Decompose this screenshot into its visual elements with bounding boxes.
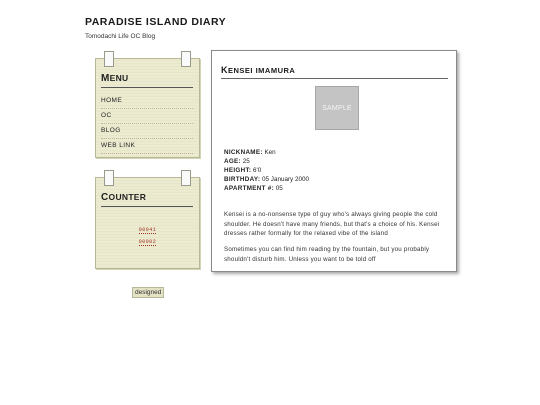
counter-total: 00041: [138, 227, 157, 233]
tape-decoration: [104, 51, 114, 67]
apartment-row: APARTMENT #: 05: [224, 185, 283, 192]
counter-panel: [95, 177, 200, 269]
menu-item-web-link[interactable]: WEB LINK: [101, 139, 193, 154]
site-title[interactable]: PARADISE ISLAND DIARY: [85, 16, 227, 28]
nickname-row: NICKNAME: Ken: [224, 149, 276, 156]
main-content: [211, 50, 457, 272]
tape-decoration: [104, 170, 114, 186]
sample-image-placeholder: SAMPLE: [315, 86, 359, 130]
menu-title: MENU: [101, 73, 193, 88]
menu-item-oc[interactable]: OC: [101, 109, 193, 124]
menu-item-blog[interactable]: BLOG: [101, 124, 193, 139]
height-row: HEIGHT: 6'0: [224, 167, 262, 174]
tape-decoration: [181, 170, 191, 186]
designed-credit-link[interactable]: designed: [132, 287, 164, 298]
bio-paragraph: Sometimes you can find him reading by the fountain, but you probably shouldn't disturb him. Unless you want to be told off: [224, 246, 430, 263]
post-title: KENSEI IMAMURA: [221, 65, 448, 79]
tape-decoration: [181, 51, 191, 67]
menu-list: [101, 94, 193, 154]
birthday-row: BIRTHDAY: 05 January 2000: [224, 176, 309, 183]
character-info: [224, 148, 309, 193]
counter-today: 00002: [138, 239, 157, 245]
menu-panel: [95, 58, 200, 158]
age-row: AGE: 25: [224, 158, 250, 165]
site-subtitle: Tomodachi Life OC Blog: [85, 33, 156, 40]
counter-title: COUNTER: [101, 192, 193, 207]
menu-item-home[interactable]: HOME: [101, 94, 193, 109]
bio-paragraph: Kensei is a no-nonsense type of guy who's always giving people the cold shoulder. He doesn't have many friends, but that's a choice of his. Kensei dresses rather formally for the relaxed vibe of the island: [224, 211, 440, 237]
